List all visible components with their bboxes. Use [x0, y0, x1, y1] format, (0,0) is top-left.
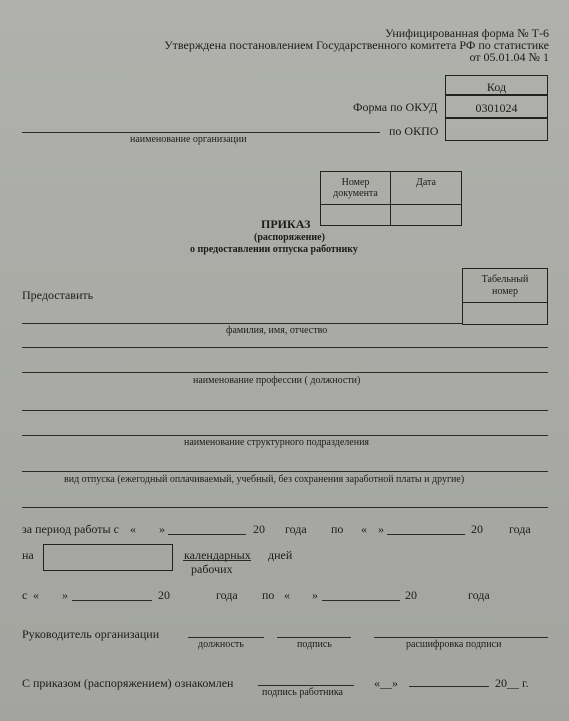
- head-signature-caption: подпись: [297, 639, 332, 650]
- doc-date-header: [390, 171, 462, 205]
- code-header-cell: [445, 75, 548, 95]
- okud-code-value: 0301024: [475, 101, 518, 115]
- department-line-1[interactable]: [22, 410, 548, 411]
- head-decoding-caption: расшифровка подписи: [406, 639, 502, 650]
- form-approval-line: Утверждена постановлением Государственного комитета РФ по статистике: [164, 38, 549, 52]
- doc-date-field[interactable]: [390, 204, 462, 226]
- doc-number-label-2: документа: [333, 188, 378, 199]
- acknowledgement-day: «__»: [374, 676, 398, 690]
- okud-label: Форма по ОКУД: [353, 100, 438, 114]
- acknowledgement-label: С приказом (распоряжением) ознакомлен: [22, 676, 234, 690]
- days-calendar-label: календарных: [184, 548, 251, 562]
- days-on-label: на: [22, 548, 34, 562]
- acknowledgement-month-line[interactable]: [409, 686, 489, 687]
- work-period-quote-close-2: »: [378, 522, 384, 536]
- doc-date-label: Дата: [416, 177, 436, 188]
- work-period-year-word-2: года: [509, 522, 531, 536]
- department-caption: наименование структурного подразделения: [184, 437, 370, 448]
- personnel-number-field[interactable]: [462, 302, 548, 325]
- days-word-label: дней: [268, 548, 293, 562]
- work-period-quote-open-1: «: [130, 522, 136, 536]
- leave-to-month[interactable]: [322, 600, 400, 601]
- work-period-from-month[interactable]: [168, 534, 246, 535]
- organization-name-caption: наименование организации: [130, 134, 247, 145]
- leave-type-caption: вид отпуска (ежегодный оплачиваемый, учебный, без сохранения заработной платы и другие): [64, 474, 465, 485]
- employee-signature-line[interactable]: [258, 685, 354, 686]
- leave-to-year: 20: [405, 588, 417, 602]
- grant-label: Предоставить: [22, 288, 94, 302]
- profession-caption: наименование профессии ( должности): [193, 375, 361, 386]
- work-period-to-month[interactable]: [387, 534, 465, 535]
- work-period-quote-close-1: »: [159, 522, 165, 536]
- leave-from-label: с: [22, 588, 28, 602]
- employee-name-line[interactable]: [22, 323, 462, 324]
- document-purpose: о предоставлении отпуска работнику: [190, 244, 358, 255]
- document-subtitle: (распоряжение): [254, 232, 325, 243]
- department-line-2[interactable]: [22, 435, 548, 436]
- okpo-label: по ОКПО: [389, 124, 439, 138]
- head-of-organization-label: Руководитель организации: [22, 627, 160, 641]
- head-decoding-line[interactable]: [374, 637, 548, 638]
- employee-extra-line[interactable]: [22, 347, 548, 348]
- organization-name-line[interactable]: [22, 132, 380, 133]
- leave-from-month[interactable]: [72, 600, 152, 601]
- work-period-label: за период работы с: [22, 522, 119, 536]
- acknowledgement-year: 20__ г.: [495, 676, 529, 690]
- leave-from-year: 20: [158, 588, 170, 602]
- employee-name-caption: фамилия, имя, отчество: [226, 325, 328, 336]
- days-working-label: рабочих: [191, 562, 233, 576]
- employee-signature-caption: подпись работника: [262, 687, 343, 698]
- doc-number-field[interactable]: [320, 204, 391, 226]
- work-period-year-2: 20: [471, 522, 483, 536]
- document-title: ПРИКАЗ: [261, 217, 311, 231]
- personnel-number-label-1: Табельный: [481, 274, 529, 285]
- work-period-quote-open-2: «: [361, 522, 367, 536]
- leave-type-line[interactable]: [22, 471, 548, 472]
- personnel-number-label-2: номер: [492, 286, 518, 297]
- profession-line[interactable]: [22, 372, 548, 373]
- form-approval-date: от 05.01.04 № 1: [469, 50, 549, 64]
- leave-from-quote-open: «: [33, 588, 39, 602]
- doc-number-label-1: Номер: [341, 177, 370, 188]
- head-position-line[interactable]: [188, 637, 264, 638]
- leave-type-line-2[interactable]: [22, 507, 548, 508]
- head-signature-line[interactable]: [277, 637, 351, 638]
- work-period-to-label: по: [331, 522, 344, 536]
- okpo-code-cell[interactable]: [445, 118, 548, 141]
- work-period-year-1: 20: [253, 522, 265, 536]
- leave-to-label: по: [262, 588, 275, 602]
- doc-number-header: [320, 171, 391, 205]
- okud-code-cell[interactable]: [445, 95, 548, 118]
- head-position-caption: должность: [198, 639, 244, 650]
- form-unified-title: Унифицированная форма № Т-6: [384, 26, 549, 40]
- days-count-field[interactable]: [43, 544, 173, 571]
- code-header-label: Код: [486, 80, 507, 94]
- leave-from-year-word: года: [216, 588, 238, 602]
- leave-from-quote-close: »: [62, 588, 68, 602]
- leave-to-year-word: года: [468, 588, 490, 602]
- leave-to-quote-open: «: [284, 588, 290, 602]
- days-type-divider: [183, 560, 251, 561]
- work-period-year-word-1: года: [285, 522, 307, 536]
- personnel-number-header: [462, 268, 548, 303]
- leave-to-quote-close: »: [312, 588, 318, 602]
